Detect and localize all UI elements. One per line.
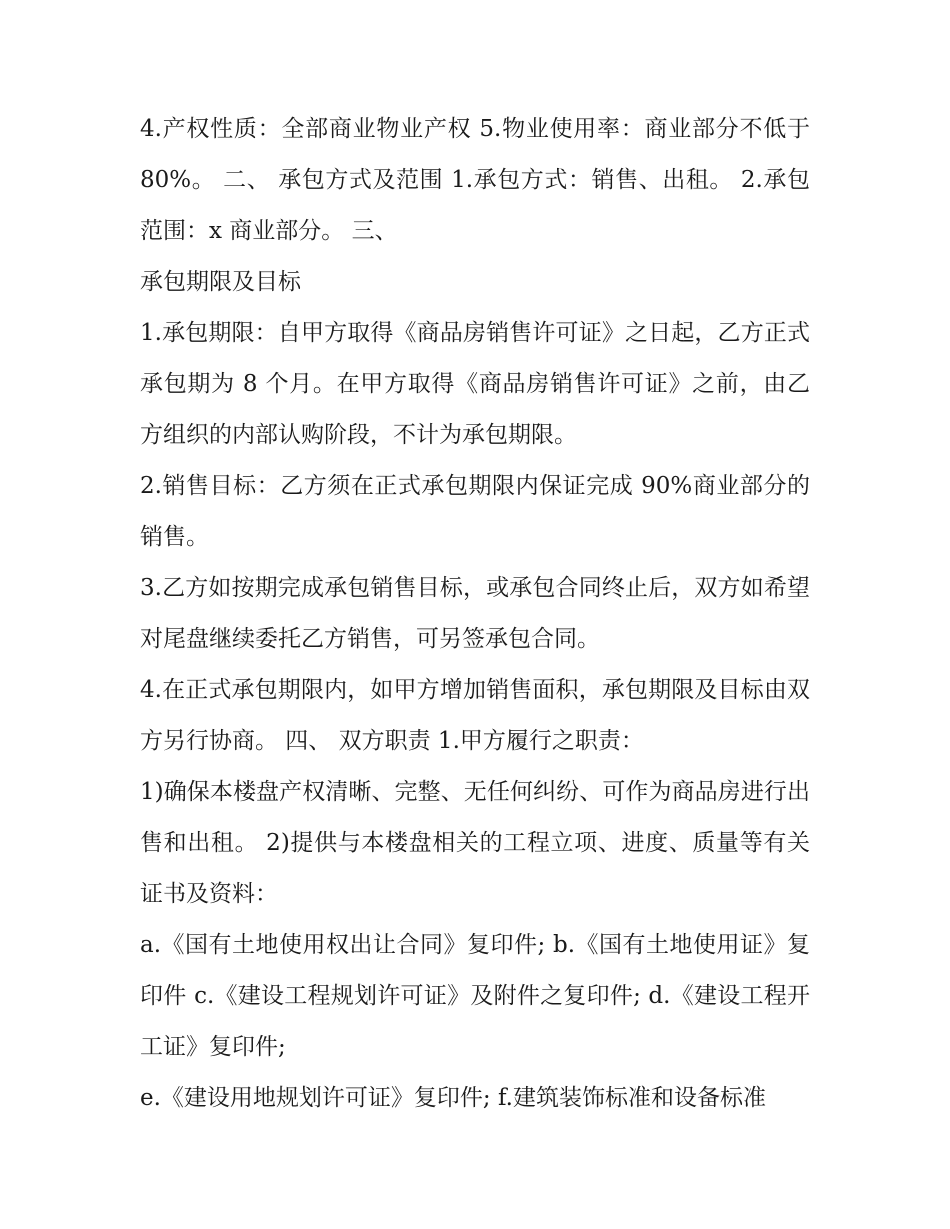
paragraph: e.《建设用地规划许可证》复印件; f.建筑装饰标准和设备标准 — [140, 1085, 766, 1111]
document-body — [140, 104, 810, 1124]
paragraph: 1)确保本楼盘产权清晰、完整、无任何纠纷、可作为商品房进行出售和出租。 2)提供与本楼盘相关的工程立项、进度、质量等有关证书及资料： — [140, 779, 810, 907]
paragraph: 4.在正式承包期限内，如甲方增加销售面积，承包期限及目标由双方另行协商。 四、 双方职责 1.甲方履行之职责： — [140, 677, 810, 754]
paragraph: 承包期限及目标 — [140, 269, 301, 295]
paragraph: a.《国有土地使用权出让合同》复印件; b.《国有土地使用证》复印件 c.《建设工程规划许可证》及附件之复印件; d.《建设工程开工证》复印件; — [140, 932, 810, 1060]
paragraph: 2.销售目标：乙方须在正式承包期限内保证完成 90%商业部分的销售。 — [140, 473, 810, 550]
paragraph: 1.承包期限：自甲方取得《商品房销售许可证》之日起，乙方正式承包期为 8 个月。在甲方取得《商品房销售许可证》之前，由乙方组织的内部认购阶段，不计为承包期限。 — [140, 320, 810, 448]
paragraph: 3.乙方如按期完成承包销售目标，或承包合同终止后，双方如希望对尾盘继续委托乙方销售，可另签承包合同。 — [140, 575, 810, 652]
paragraph: 4.产权性质：全部商业物业产权 5.物业使用率：商业部分不低于 80%。 二、 承包方式及范围 1.承包方式：销售、出租。 2.承包范围：x 商业部分。 三、 — [140, 116, 810, 244]
